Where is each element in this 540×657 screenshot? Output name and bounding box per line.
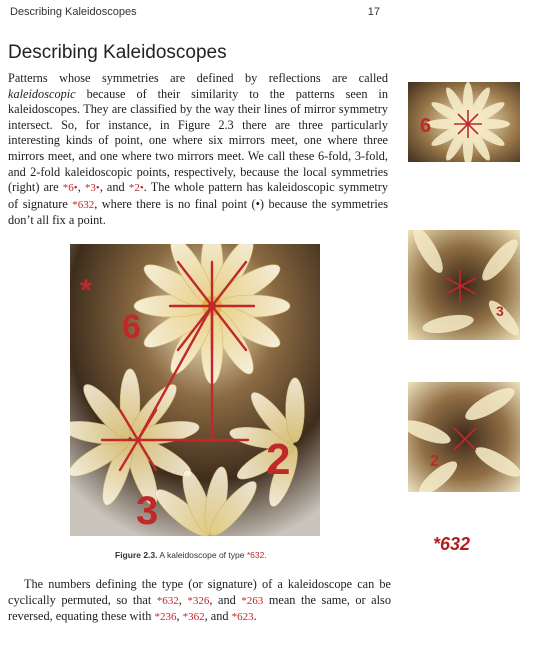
side-six-annotation: 6 <box>420 115 432 137</box>
caption-end: . <box>264 550 267 560</box>
text-run: , and <box>204 609 232 624</box>
emphasis-term: kaleidoscopic <box>8 86 76 101</box>
signature-236: *236 <box>154 611 177 624</box>
local-symmetry-three-figure <box>408 230 520 340</box>
text-run: , <box>176 609 183 624</box>
three-annotation: 3 <box>136 489 159 533</box>
signature-632: *632 <box>156 594 179 607</box>
text-run: because of their similarity to the patterns seen in kaleidoscopes. They are classified by the way their lines of mirror symmetry intersect. So, for instance, in Figure 2.3 there are three particularly interesting kinds of point, one where six mirrors meet, one where three mirrors meet, and one where two mirrors meet. We call these 6-fold, 3-fold, and 2-fold kaleidoscopic points, respectively, because the local symmetries (right) are <box>8 86 388 195</box>
text-run: , where there is no final point (•) because the symmetries don’t all fix a point. <box>8 196 388 228</box>
signature-623: *623 <box>231 611 254 624</box>
local-symmetry-six-figure <box>408 82 520 162</box>
text-run: Patterns whose symmetries are defined by reflections are called <box>8 71 388 85</box>
signature-two: *2• <box>128 182 144 195</box>
local-symmetry-two-figure <box>408 382 520 492</box>
permutation-paragraph <box>8 577 391 626</box>
signature-263: *263 <box>241 594 264 607</box>
caption-label: Figure 2.3. <box>115 550 158 560</box>
signature-six: *6• <box>62 182 78 195</box>
text-run: , and <box>209 592 242 607</box>
text-run: . The whole pattern has kaleidoscopic symmetry of signature <box>8 180 389 211</box>
signature-632: *632 <box>72 198 95 211</box>
text-run: , <box>178 592 188 607</box>
signature-362: *362 <box>182 611 205 624</box>
caption-text: A kaleidoscope of type <box>157 550 247 560</box>
kaleidoscope-figure <box>70 244 320 536</box>
signature-three: *3• <box>84 182 100 195</box>
two-annotation: 2 <box>266 435 291 484</box>
page-number: 17 <box>367 6 380 18</box>
text-run: The numbers defining the type (or signature) of a kaleidoscope can be cyclically permuted, so that <box>8 577 391 607</box>
running-head <box>10 6 380 18</box>
text-run: . <box>253 609 257 624</box>
text-run: , <box>77 180 85 195</box>
text-run: mean the same, or also reversed, equating these with <box>8 592 391 624</box>
intro-paragraph <box>8 71 388 229</box>
six-annotation: 6 <box>122 308 141 346</box>
star-annotation: * <box>80 274 92 307</box>
caption-signature: *632 <box>246 550 265 560</box>
running-head-title: Describing Kaleidoscopes <box>10 6 137 18</box>
section-heading: Describing Kaleidoscopes <box>8 42 227 63</box>
side-two-annotation: 2 <box>430 453 439 470</box>
signature-326: *326 <box>187 594 210 607</box>
handwritten-signature: *632 <box>433 534 471 554</box>
text-run: , and <box>99 180 129 195</box>
side-three-annotation: 3 <box>496 303 504 319</box>
figure-caption <box>115 550 267 560</box>
